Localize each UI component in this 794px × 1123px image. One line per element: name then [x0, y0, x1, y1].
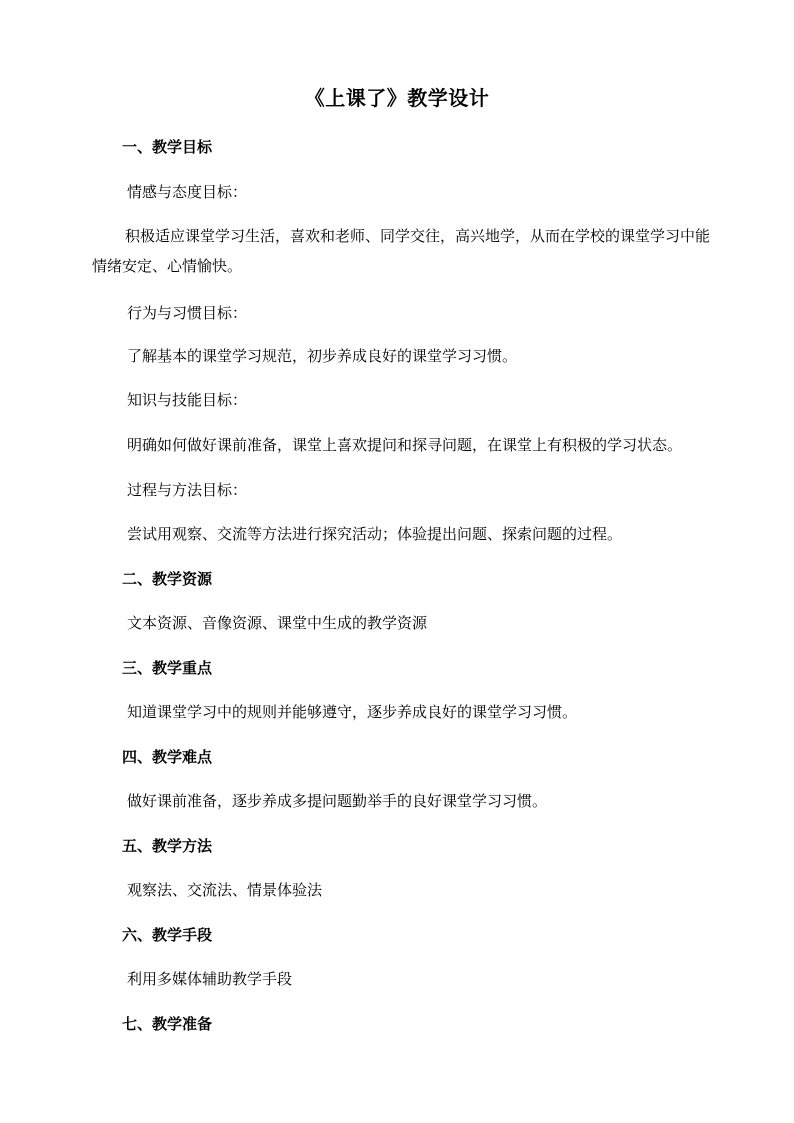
emotion-goal-label: 情感与态度目标：	[127, 183, 248, 201]
process-goal-text: 尝试用观察、交流等方法进行探究活动；体验提出问题、探索问题的过程。	[127, 525, 623, 543]
section-heading-difficulties: 四、教学难点	[122, 748, 213, 766]
section-heading-preparation: 七、教学准备	[122, 1015, 213, 1033]
process-goal-label: 过程与方法目标：	[127, 481, 248, 499]
emotion-goal-text: 积极适应课堂学习生活，喜欢和老师、同学交往，高兴地学，从而在学校的课堂学习中能情绪安定、心情愉快。	[92, 227, 711, 275]
behavior-goal-label: 行为与习惯目标：	[127, 304, 248, 322]
section-heading-resources: 二、教学资源	[122, 570, 213, 588]
document-title: 《上课了》教学设计	[304, 86, 490, 110]
knowledge-goal-text: 明确如何做好课前准备，课堂上喜欢提问和探寻问题，在课堂上有积极的学习状态。	[127, 436, 683, 454]
resources-text: 文本资源、音像资源、课堂中生成的教学资源	[127, 614, 428, 632]
difficulties-text: 做好课前准备，逐步养成多提问题勤举手的良好课堂学习习惯。	[127, 792, 548, 810]
section-heading-methods: 五、教学方法	[122, 837, 213, 855]
section-heading-means: 六、教学手段	[122, 926, 213, 944]
means-text: 利用多媒体辅助教学手段	[127, 970, 293, 988]
section-heading-key-points: 三、教学重点	[122, 659, 213, 677]
section-heading-objectives: 一、教学目标	[122, 138, 213, 156]
behavior-goal-text: 了解基本的课堂学习规范，初步养成良好的课堂学习习惯。	[127, 347, 518, 365]
key-points-text: 知道课堂学习中的规则并能够遵守，逐步养成良好的课堂学习习惯。	[127, 703, 578, 721]
methods-text: 观察法、交流法、情景体验法	[127, 881, 323, 899]
knowledge-goal-label: 知识与技能目标：	[127, 391, 248, 409]
